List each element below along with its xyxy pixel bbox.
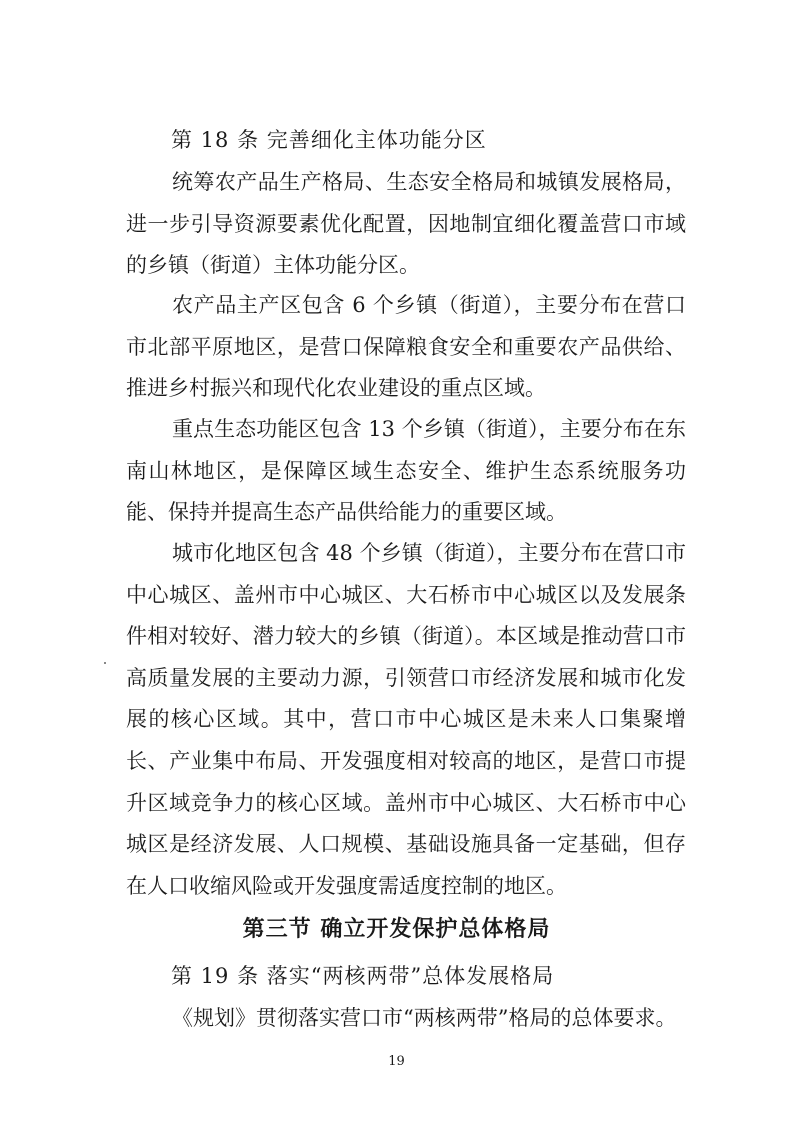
section-3-heading: 第三节 确立开发保护总体格局 — [242, 917, 551, 942]
article-18-paragraph-3: 重点生态功能区包含 13 个乡镇（街道），主要分布在东南山林地区，是保障区域生态安全、维护生态系统服务功能、保持并提高生态产品供给能力的重要区域。 — [126, 417, 686, 525]
article-19-paragraph: 《规划》贯彻落实营口市“两核两带”格局的总体要求。 — [172, 1006, 677, 1030]
article-18-paragraph-1: 统筹农产品生产格局、生态安全格局和城镇发展格局，进一步引导资源要素优化配置，因地制宜细化覆盖营口市域的乡镇（街道）主体功能分区。 — [126, 170, 686, 278]
scan-mark — [104, 662, 106, 664]
page-number: 19 — [388, 1054, 405, 1069]
article-19-heading: 第 19 条 落实“两核两带”总体发展格局 — [171, 964, 555, 988]
article-18-heading: 第 18 条 完善细化主体功能分区 — [171, 128, 487, 152]
article-18-paragraph-4: 城市化地区包含 48 个乡镇（街道），主要分布在营口市中心城区、盖州市中心城区、大石桥市中心城区以及发展条件相对较好、潜力较大的乡镇（街道）。本区域是推动营口市高质量发展的主要动力源，引领营口市经济发展和城市化发展的核心区域。其中，营口市中心城区是未来人口集聚增长、产业集中布局、开发强度相对较高的地区，是营口市提升区域竞争力的核心区域。盖州市中心城区、大石桥市中心城区是经济发展、人口规模、基础设施具备一定基础，但存在人口收缩风险或开发强度需适度控制的地区。 — [126, 541, 686, 898]
article-18-paragraph-2: 农产品主产区包含 6 个乡镇（街道），主要分布在营口市北部平原地区，是营口保障粮食安全和重要农产品供给、推进乡村振兴和现代化农业建设的重点区域。 — [126, 293, 686, 401]
